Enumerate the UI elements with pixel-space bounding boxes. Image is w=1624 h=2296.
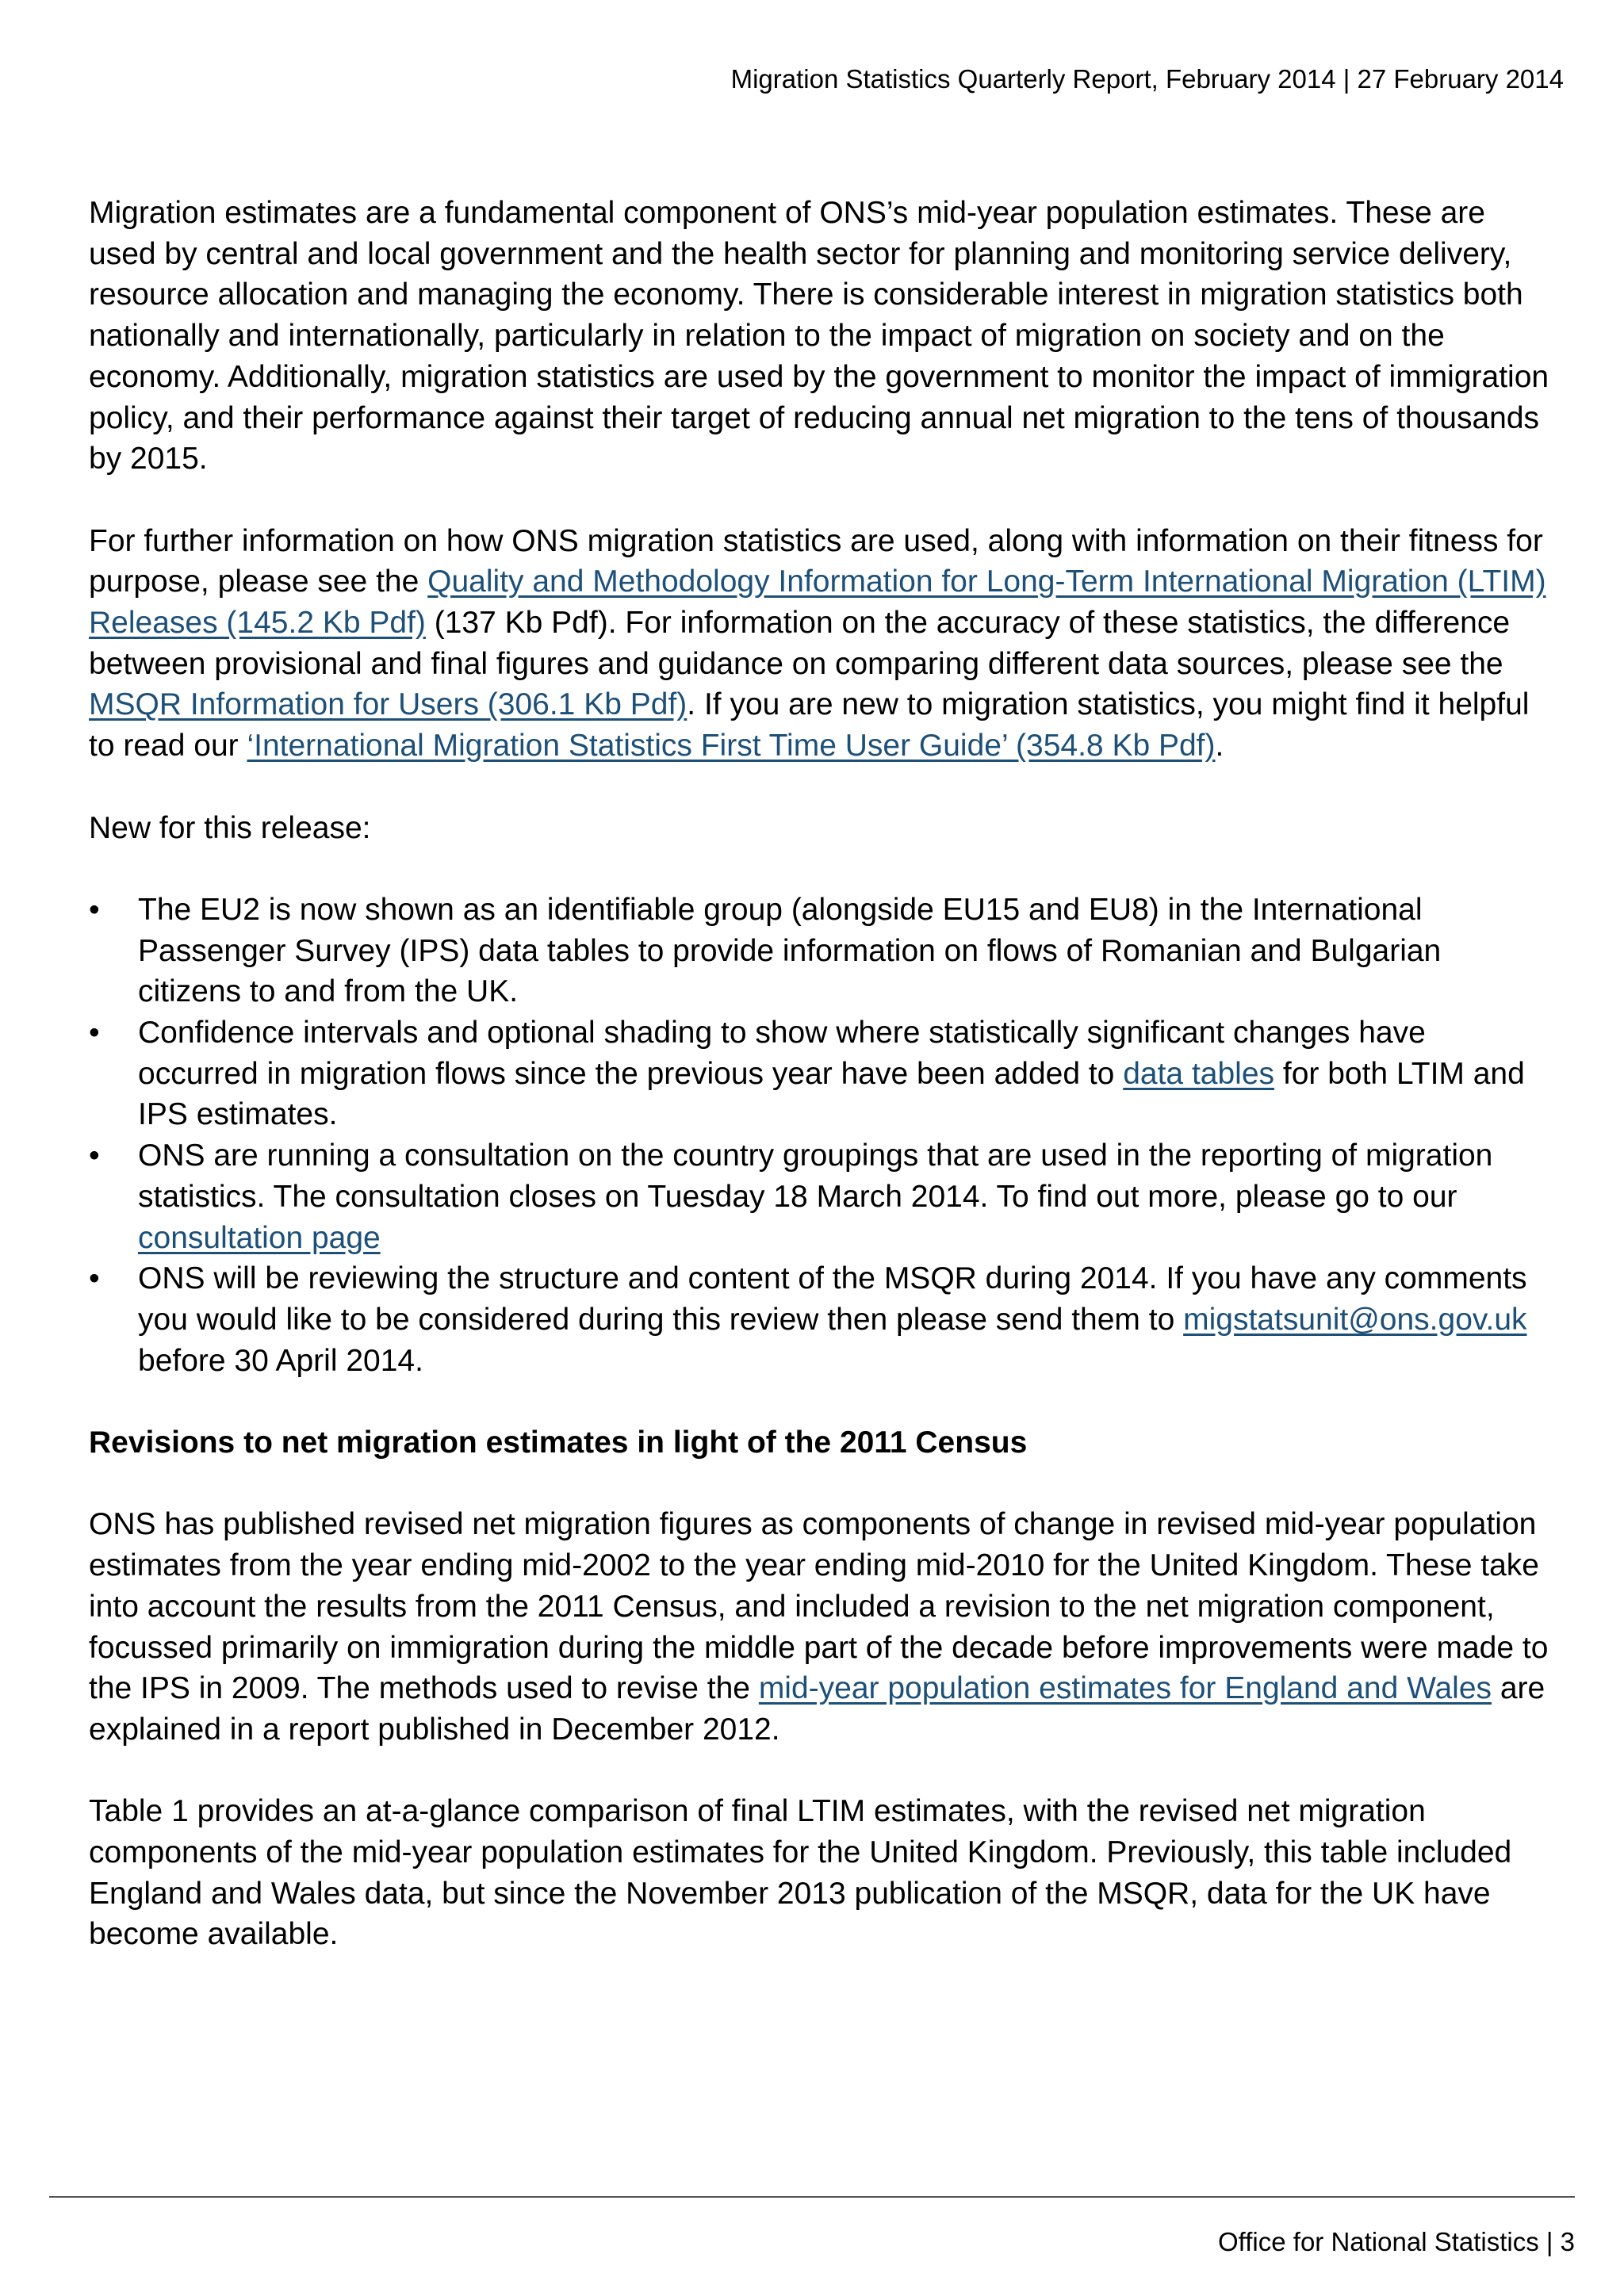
footer-text: Office for National Statistics | 3 <box>1218 2227 1575 2256</box>
first-time-user-guide-link[interactable]: ‘International Migration Statistics First Time User Guide’ (354.8 Kb Pdf) <box>247 729 1216 763</box>
list-item <box>89 1135 1549 1258</box>
list-item-text: ONS are running a consultation on the country groupings that are used in the reporting of migration statistics. The consultation closes on Tuesday 18 March 2014. To find out more, please go to our <box>138 1138 1493 1214</box>
section-heading: Revisions to net migration estimates in light of the 2011 Census <box>89 1425 1028 1460</box>
list-item-text: The EU2 is now shown as an identifiable group (alongside EU15 and EU8) in the International Passenger Survey (IPS) data tables to provide information on flows of Romanian and Bulgarian citizens to and from the UK. <box>138 892 1442 1009</box>
report-title: Migration Statistics Quarterly Report, February 2014 | 27 February 2014 <box>730 64 1564 94</box>
bullet-icon: • <box>89 1138 100 1173</box>
list-item-text: before 30 April 2014. <box>138 1343 423 1378</box>
list-item <box>89 1012 1549 1135</box>
paragraph-table1: Table 1 provides an at-a-glance comparison of final LTIM estimates, with the revised net migration components of the mid-year population estimates for the United Kingdom. Previously, this table included England and Wales data, but since the November 2013 publication of the MSQR, data for the UK have become available. <box>89 1794 1512 1952</box>
paragraph-revisions <box>89 1504 1549 1750</box>
new-release-label: New for this release: <box>89 810 371 845</box>
new-release-list <box>89 890 1549 1381</box>
qmi-ltim-link[interactable]: Quality and Methodology Information for Long-Term International Migration (LTIM) Releases (145.2 Kb Pdf) <box>89 564 1546 641</box>
data-tables-link[interactable]: data tables <box>1123 1056 1275 1091</box>
paragraph-text: . If you are new to migration statistics, you might find it helpful to read our <box>89 687 1530 763</box>
list-item-text: for both LTIM and IPS estimates. <box>138 1056 1525 1132</box>
document-body <box>89 193 1549 1996</box>
paragraph-intro: Migration estimates are a fundamental component of ONS’s mid-year population estimates. These are used by central and local government and the health sector for planning and monitoring service delivery, resource allocation and managing the economy. There is considerable interest in migration statistics both nationally and internationally, particularly in relation to the impact of migration on society and on the economy. Additionally, migration statistics are used by the government to monitor the impact of immigration policy, and their performance against their target of reducing annual net migration to the tens of thousands by 2015. <box>89 196 1549 476</box>
page-footer <box>1218 2226 1575 2258</box>
list-item <box>89 1258 1549 1381</box>
paragraph-further-info <box>89 521 1549 767</box>
paragraph-text: (137 Kb Pdf). For information on the accuracy of these statistics, the difference between provisional and final figures and guidance on comparing different data sources, please see the <box>89 606 1511 681</box>
list-item-text: ONS will be reviewing the structure and content of the MSQR during 2014. If you have any comments you would like to be considered during this review then please send them to <box>138 1261 1527 1337</box>
paragraph-text: are explained in a report published in December 2012. <box>89 1671 1545 1747</box>
bullet-icon: • <box>89 1016 100 1050</box>
msqr-info-link[interactable]: MSQR Information for Users (306.1 Kb Pdf) <box>89 687 688 722</box>
bullet-icon: • <box>89 1261 100 1296</box>
consultation-page-link[interactable]: consultation page <box>138 1220 381 1255</box>
paragraph-text: ONS has published revised net migration figures as components of change in revised mid-year population estimates from the year ending mid-2002 to the year ending mid-2010 for the United Kingdom. These take into account the results from the 2011 Census, and included a revision to the net migration component, focussed primarily on immigration during the middle part of the decade before improvements were made to the IPS in 2009. The methods used to revise the <box>89 1507 1549 1706</box>
migstatsunit-email-link[interactable]: migstatsunit@ons.gov.uk <box>1183 1302 1527 1337</box>
list-item <box>89 890 1549 1012</box>
footer-divider <box>49 2196 1575 2198</box>
page-header <box>731 63 1564 95</box>
paragraph-text: For further information on how ONS migration statistics are used, along with information on their fitness for purpose, please see the <box>89 523 1543 599</box>
paragraph-text: . <box>1215 729 1224 763</box>
bullet-icon: • <box>89 892 100 927</box>
mid-year-estimates-link[interactable]: mid-year population estimates for England and Wales <box>758 1671 1492 1706</box>
list-item-text: Confidence intervals and optional shading to show where statistically significant changes have occurred in migration flows since the previous year have been added to <box>138 1016 1426 1091</box>
